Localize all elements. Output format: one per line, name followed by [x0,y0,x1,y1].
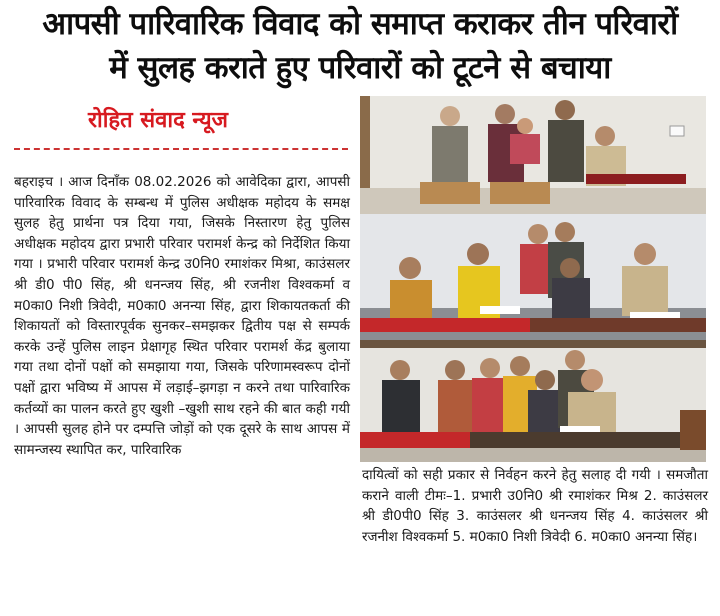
brand-name: रोहित संवाद न्यूज [88,108,228,133]
divider [14,148,348,150]
photo-1 [360,96,706,214]
headline-line-2: में सुलह कराते हुए परिवारों को टूटने से बचाया [109,50,611,86]
headline [0,2,720,90]
article-body-right: दायित्वों को सही प्रकार से निर्वहन करने हेतु सलाह दी गयी । समजौता कराने वाली टीमः–1. प्रभारी उ0नि0 श्री रमाशंकर मिश्र 2. काउंसलर श्री डी0पी0 सिंह 3. काउंसलर श्री धनन्जय सिंह 4. काउंसलर श्री रजनीश विश्वकर्मा 5. म0का0 निशी त्रिवेदी 6. म0का0 अनन्या सिंह। [362,467,708,545]
photo-2 [360,214,706,340]
photo-3 [360,340,706,462]
article-body-left: बहराइच । आज दिनाँक 08.02.2026 को आवेदिका द्वारा, आपसी पारिवारिक विवाद के सम्बन्ध में पुलिस अधीक्षक महोदय के समक्ष सुलह हेतु प्रार्थना पत्र दिया गया, जिसके निस्तारण हेतु पुलिस अधीक्षक महोदय द्वारा प्रभारी परिवार परामर्श केन्द्र को निर्देशित किया गया । प्रभारी परिवार परामर्श केन्द्र उ0नि0 रमाशंकर मिश्रा, काउंसलर श्री डी0 पी0 सिंह, श्री धनन्जय सिंह, श्री रजनीश विश्वकर्मा व म0का0 निशी त्रिवेदी, म0का0 अनन्या सिंह, द्वारा शिकायतकर्ता की शिकायतों को विस्तारपूर्वक सुनकर–समझकर द्वितीय पक्ष से सम्पर्क करके उन्हें पुलिस लाइन प्रेक्षागृह स्थित परिवार परामर्श केंद्र बुलाया गया तथा दोनों पक्षों को समझाया गया, जिसके परिणामस्वरूप दोनों पक्षों द्वारा भविष्य में आपस में लड़ाई–झगड़ा न करने तथा पारिवारिक कर्तव्यों का पालन करते हुए खुशी –खुशी साथ रहने की बात कही गयी । आपसी सुलह होने पर दम्पत्ति जोड़ों को एक दूसरे के साथ आपस में सामन्जस्य स्थापित कर, पारिवारिक [14,174,350,458]
headline-line-1: आपसी पारिवारिक विवाद को समाप्त कराकर तीन परिवारों [42,6,678,42]
